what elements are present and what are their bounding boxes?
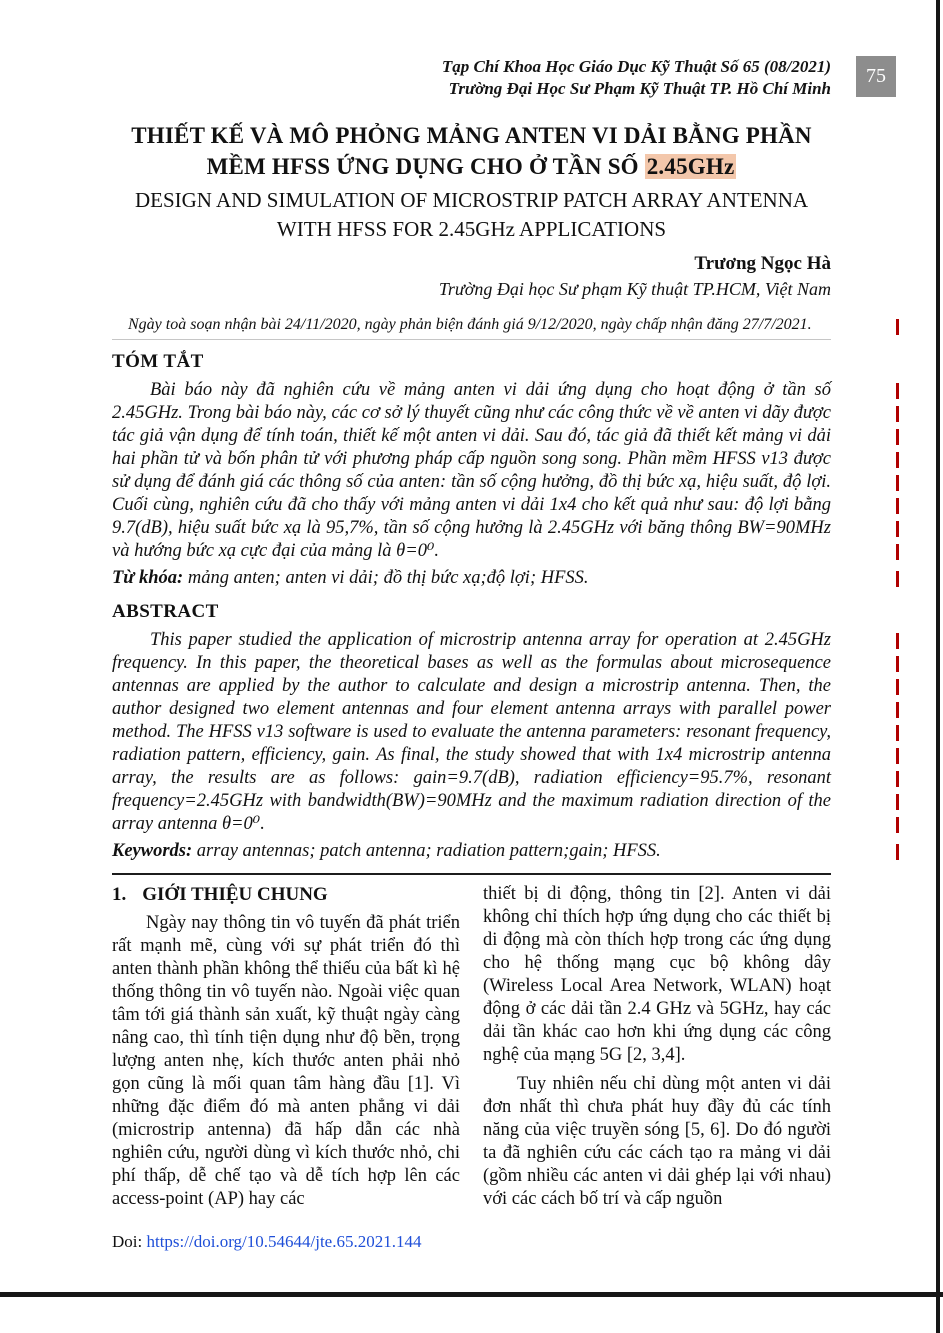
intro-paragraph-right-2: Tuy nhiên nếu chỉ dùng một anten vi dải đơn nhất thì chưa phát huy đầy đủ các tính năng của việc truyền sóng [5, 6]. Do đó người ta đã nghiên cứu các cách tạo ra mảng vi dải (gồm nhiều các anten vi dải ghép lại với nhau) với các cách bố trí và cấp nguồn [483, 1074, 831, 1209]
doi-label: Doi: [112, 1232, 147, 1251]
keywords-vi-label: Từ khóa: [112, 568, 184, 588]
section-1-title: GIỚI THIỆU CHUNG [142, 884, 328, 905]
paper-title-vi [112, 120, 831, 182]
paper-title-en: DESIGN AND SIMULATION OF MICROSTRIP PATCH ARRAY ANTENNA WITH HFSS FOR 2.45GHz APPLICATIONS [134, 188, 809, 241]
keywords-en-text: array antennas; patch antenna; radiation pattern;gain; HFSS. [192, 841, 661, 861]
intro-paragraph-right-1: thiết bị di động, thông tin [2]. Anten vi dải không chỉ thích hợp ứng dụng cho các thiết bị di động mà còn thích hợp trong các ứng dụng cho hệ thống mạng cục bộ không dây (Wireless Local Area Network, WLAN) hoạt động ở các dải tần 2.4 GHz và 5GHz, hay các dải tần khác cao hơn khi ứng dụng các công nghệ của mạng 5G [2, 3,4]. [483, 884, 831, 1065]
title-frequency-highlight: 2.45GHz [646, 154, 735, 179]
left-column [112, 883, 460, 1211]
doi-link[interactable]: https://doi.org/10.54644/jte.65.2021.144 [146, 1232, 422, 1251]
section-divider [112, 873, 831, 875]
intro-paragraph-left: Ngày nay thông tin vô tuyến đã phát triển rất mạnh mẽ, cùng với sự phát triển đó thì anten thành phần không thể thiếu của bất kì hệ thống thông tin vô tuyến nào. Ngoài việc quan tâm tới giá thành sản xuất, kỹ thuật ngày càng nâng cao, thì tính tiện dụng như độ bền, trọng lượng anten nhẹ, kích thước anten phải nhỏ gọn cũng là mối quan tâm hàng đầu [1]. Vì những đặc điểm đó mà anten phẳng vi dải (microstrip antenna) đã hấp dẫn các nhà nghiên cứu, người dùng vì kích thước nhỏ, chi phí thấp, dễ chế tạo và dễ tích hợp lên các access-point (AP) hay các [112, 913, 460, 1209]
right-column [483, 883, 831, 1211]
page-content [112, 0, 831, 1253]
abstract-heading: ABSTRACT [112, 601, 219, 622]
journal-header-line1: Tạp Chí Khoa Học Giáo Dục Kỹ Thuật Số 65 (08/2021) [441, 57, 831, 76]
tomtat-body: Bài báo này đã nghiên cứu về mảng anten vi dải ứng dụng cho hoạt động ở tần số 2.45GHz. Trong bài báo này, các cơ sở lý thuyết cũng như các công thức về về anten vi dãy được tác giả vận dụng để tính toán, thiết kế một anten vi dải. Sau đó, tác giả đã thiết kết mảng vi dải hai phần tử và bốn phân tử với phương pháp cấp nguồn song song. Phần mềm HFSS v13 được sử dụng để đánh giá các thông số của anten: tần số cộng hưởng, đồ thị bức xạ, hiệu suất, độ lợi. Cuối cùng, nghiên cứu đã cho thấy với mảng anten vi dải 1x4 cho kết quả như sau: độ lợi bằng 9.7(dB), hiệu suất bức xạ là 95,7%, tần số cộng hưởng là 2.45GHz với băng thông BW=90MHz và hướng bức xạ cực đại của mảng là θ=0⁰. [112, 380, 831, 561]
abstract-body: This paper studied the application of microstrip antenna array for operation at 2.45GHz frequency. In this paper, the theoretical bases as well as the formulas about microsequence antennas are applied by the author to calculate and design a microstrip antenna. Then, the author designed two element antennas and four element antenna arrays with parallel power method. The HFSS v13 software is used to evaluate the antenna parameters: resonant frequency, radiation pattern, efficiency, gain. As final, the study showed that with 1x4 microstrip antenna array, the results are as follows: gain=9.7(dB), radiation efficiency=95.7%, resonant frequency=2.45GHz with bandwidth(BW)=90MHz and the maximum radiation direction of the array antenna θ=0⁰. [112, 630, 831, 834]
scan-edge-bottom [0, 1292, 943, 1297]
journal-header-line2: Trường Đại Học Sư Phạm Kỹ Thuật TP. Hồ Chí Minh [448, 79, 831, 98]
tomtat-heading: TÓM TẮT [112, 351, 204, 372]
section-1-heading [112, 883, 460, 906]
submission-dates: Ngày toà soạn nhận bài 24/11/2020, ngày phản biện đánh giá 9/12/2020, ngày chấp nhận đăng 27/7/2021. [112, 315, 831, 335]
section-1-number: 1. [112, 884, 127, 905]
keywords-en [112, 840, 831, 863]
page-number: 75 [866, 65, 886, 87]
keywords-en-label: Keywords: [112, 841, 193, 861]
paper-title-vi-text: THIẾT KẾ VÀ MÔ PHỎNG MẢNG ANTEN VI DẢI BẰNG PHẦN MỀM HFSS ỨNG DỤNG CHO Ở TẦN SỐ [131, 123, 812, 179]
keywords-vi [112, 567, 831, 590]
page-number-badge [856, 56, 896, 97]
dates-divider [112, 339, 831, 340]
author-name: Trương Ngọc Hà [694, 253, 831, 274]
scan-edge-right [936, 0, 940, 1333]
author-affiliation: Trường Đại học Sư phạm Kỹ thuật TP.HCM, Việt Nam [438, 279, 831, 299]
keywords-vi-text: mảng anten; anten vi dải; đồ thị bức xạ;độ lợi; HFSS. [183, 568, 589, 588]
journal-header [112, 56, 831, 100]
doi-line [112, 1231, 831, 1253]
intro-columns [112, 883, 831, 1211]
